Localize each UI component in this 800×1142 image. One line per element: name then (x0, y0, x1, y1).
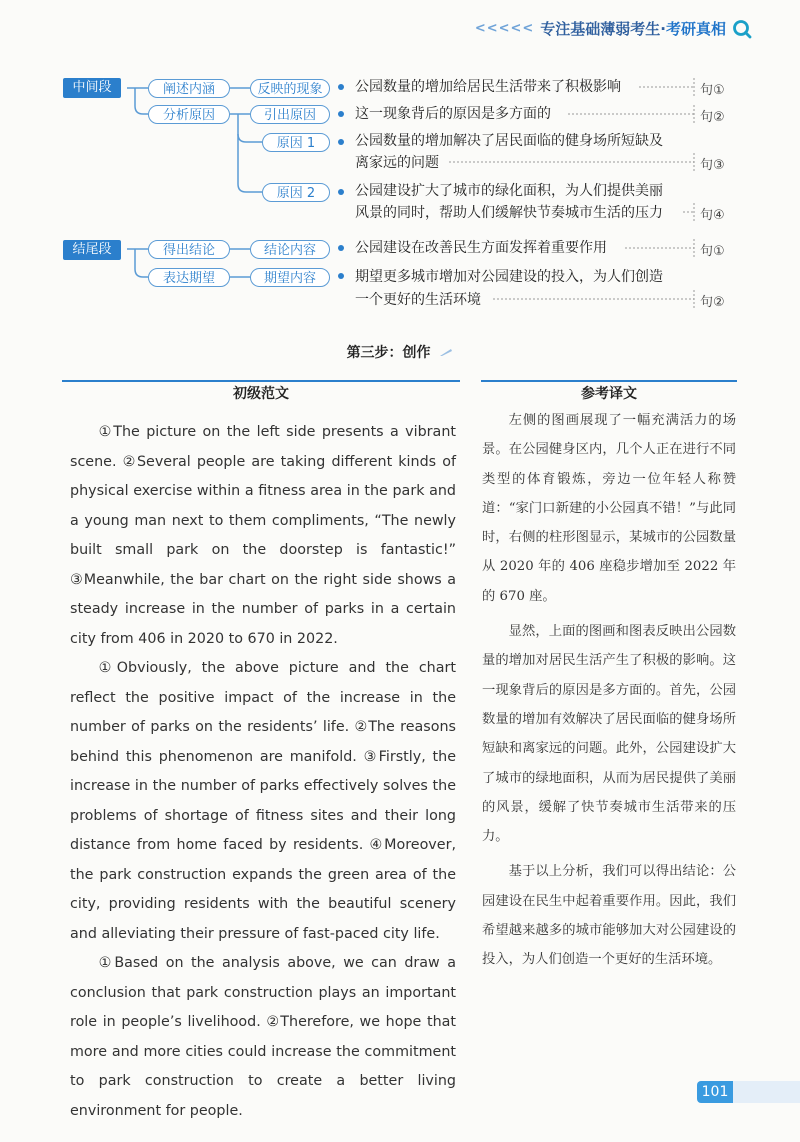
essay-body (70, 418, 456, 1126)
outline-statement: 公园数量的增加给居民生活带来了积极影响 (355, 79, 621, 95)
translation-paragraph: 显然，上面的图画和图表反映出公园数量的增加对居民生活产生了积极的影响。这一现象背后的原因是多方面的。首先，公园数量的增加有效解决了居民面临的健身场所短缺和离家远的问题。此外，公园建设扩大了城市的绿地面积，从而为居民提供了美丽的风景，缓解了快节奏城市生活带来的压力。 (482, 624, 736, 845)
outline-statement: 公园建设扩大了城市的绿化面积，为人们提供美丽 (355, 183, 663, 199)
conclusion-content-node: 结论内容 (250, 240, 330, 259)
explain-meaning-node: 阐述内涵 (148, 79, 230, 98)
page-tab-bar (733, 1081, 800, 1103)
bullet-dot (338, 84, 344, 90)
middle-paragraph-tag: 中间段 (63, 78, 121, 98)
sentence-marker: 句① (700, 244, 725, 259)
header-title: 专注基础薄弱考生· (540, 20, 666, 38)
essay-paragraph: ①Obviously, the above picture and the chart reflect the positive impact of the increase in the number of parks on the residents’ life. ②The reasons behind this phenomenon are manifold. ③Firstly, the increase in the number of parks effectively solves the problems of shortage of fitness sites and their long distance from home faced by residents. ④Moreover, the park construction expands the green area of the city, providing residents with the beautiful scenery and alleviating their pressure of fast-paced city life. (70, 660, 456, 942)
reason-2-node: 原因 2 (262, 183, 330, 202)
outline-statement: 公园建设在改善民生方面发挥着重要作用 (355, 240, 607, 256)
essay-paragraph: ①The picture on the left side presents a vibrant scene. ②Several people are taking different kinds of physical exercise within a fitness area in the park and a young man next to them compliments, “The newly built small park on the doorstep is fantastic!” ③Meanwhile, the bar chart on the right side shows a steady increase in the number of parks in a certain city from 406 in 2020 to 670 in 2022. (70, 424, 456, 647)
step-title: 第三步：创作 (0, 342, 800, 362)
ending-paragraph-tag: 结尾段 (63, 240, 121, 260)
outline-statement: 一个更好的生活环境 (355, 292, 481, 308)
reason-1-node: 原因 1 (262, 133, 330, 152)
sentence-marker: 句④ (700, 208, 725, 223)
sentence-marker: 句① (700, 83, 725, 98)
express-hope-node: 表达期望 (148, 268, 230, 287)
hope-content-node: 期望内容 (250, 268, 330, 287)
outline-statement: 期望更多城市增加对公园建设的投入，为人们创造 (355, 269, 663, 285)
bullet-dot (338, 245, 344, 251)
essay-title: 初级范文 (62, 380, 460, 406)
header-arrows: <<<<< (474, 21, 535, 36)
draw-conclusion-node: 得出结论 (148, 240, 230, 259)
outline-statement: 风景的同时，帮助人们缓解快节奏城市生活的压力 (355, 205, 663, 221)
translation-title: 参考译文 (481, 380, 737, 406)
analyze-reasons-node: 分析原因 (148, 105, 230, 124)
outline-statement: 离家远的问题 (355, 155, 439, 171)
translation-paragraph: 左侧的图画展现了一幅充满活力的场景。在公园健身区内，几个人正在进行不同类型的体育锻炼，旁边一位年轻人称赞道：“家门口新建的小公园真不错！”与此同时，右侧的柱形图显示，某城市的公园数量从 2020 年的 406 座稳步增加至 2022 年的 670 座。 (482, 413, 736, 604)
bullet-dot (338, 273, 344, 279)
sentence-marker: 句② (700, 110, 725, 125)
introduce-reasons-node: 引出原因 (250, 105, 330, 124)
bullet-dot (338, 111, 344, 117)
pencil-icon (439, 347, 453, 357)
page-number: 101 (697, 1081, 733, 1103)
essay-paragraph: ①Based on the analysis above, we can draw a conclusion that park construction plays an important role in people’s livelihood. ②Therefore, we hope that more and more cities could increase the commitment to park construction to create a better living environment for people. (70, 955, 456, 1119)
outline-statement: 公园数量的增加解决了居民面临的健身场所短缺及 (355, 133, 663, 149)
structure-outline (0, 0, 800, 320)
translation-body (482, 406, 736, 975)
translation-paragraph: 基于以上分析，我们可以得出结论：公园建设在民生中起着重要作用。因此，我们希望越来越多的城市能够加大对公园建设的投入，为人们创造一个更好的生活环境。 (482, 864, 736, 968)
phenomenon-node: 反映的现象 (250, 79, 330, 98)
bullet-dot (338, 189, 344, 195)
bullet-dot (338, 139, 344, 145)
header-title-highlight: 考研真相 (665, 20, 726, 38)
sentence-marker: 句② (700, 295, 725, 310)
sentence-marker: 句③ (700, 158, 725, 173)
outline-statement: 这一现象背后的原因是多方面的 (355, 106, 551, 122)
